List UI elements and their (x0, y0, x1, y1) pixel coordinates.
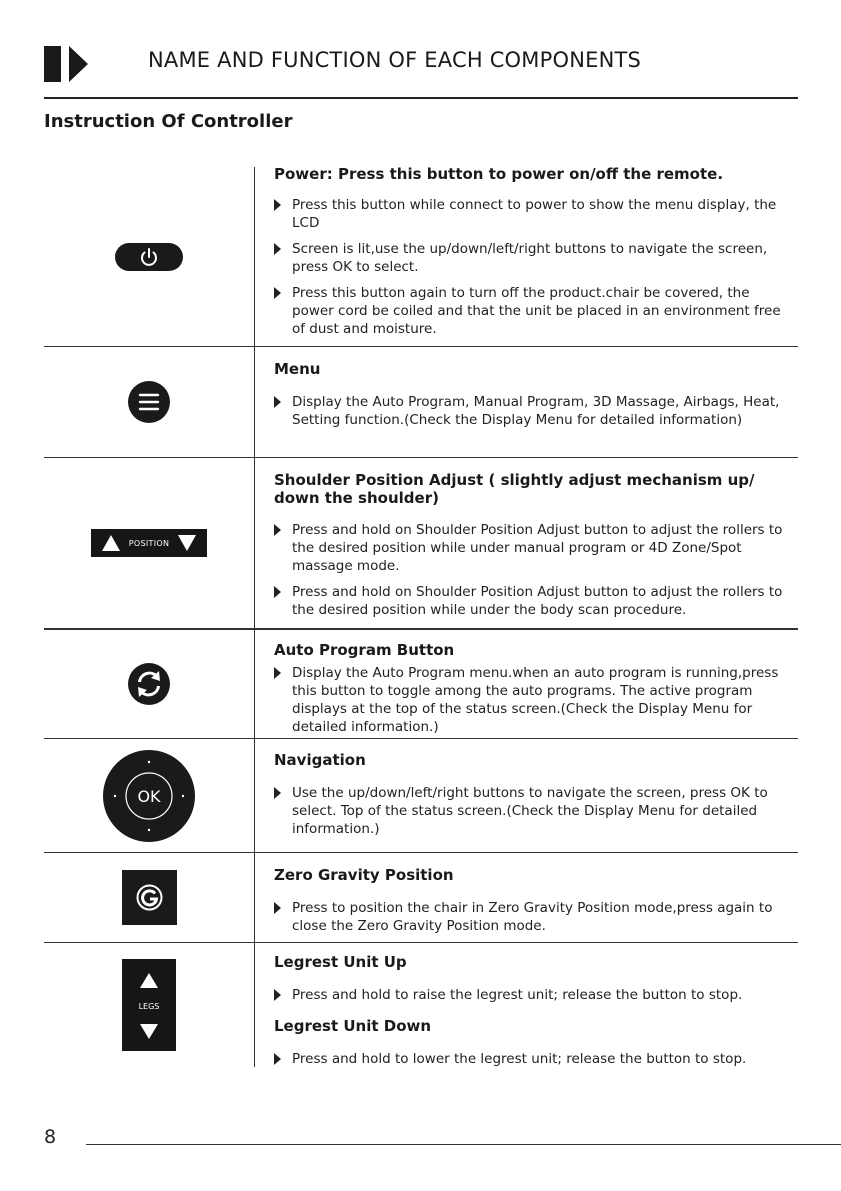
bullet-arrow-icon (274, 667, 281, 679)
bullet-text: Press this button while connect to power to show the menu display, the LCD (292, 197, 777, 231)
table-row-icon (44, 853, 254, 942)
position-adjust-icon (91, 529, 207, 557)
list-item (274, 521, 794, 575)
table-row-menu (274, 360, 794, 429)
row-heading: Auto Program Button (274, 641, 455, 659)
list-item (274, 240, 794, 276)
table-row-shoulder-position (274, 471, 794, 619)
bullet-text: Screen is lit,use the up/down/left/right buttons to navigate the screen, press OK to select. (292, 241, 768, 275)
bullet-arrow-icon (274, 396, 281, 408)
table-row-icon (44, 347, 254, 457)
menu-icon (128, 381, 170, 423)
bullet-text: Press to position the chair in Zero Gravity Position mode,press again to close the Zero Gravity Position mode. (292, 900, 773, 934)
list-item (274, 284, 794, 338)
bullet-text: Press and hold on Shoulder Position Adjust button to adjust the rollers to the desired position while under manual program or 4D Zone/Spot massage mode. (292, 522, 783, 574)
legrest-up-down-icon (122, 959, 176, 1051)
list-item (274, 393, 794, 429)
bullet-text: Display the Auto Program menu.when an auto program is running,press this button to toggle among the auto programs. The active program displays at the top of the status screen.(Check the Display Menu for detailed information.) (292, 665, 779, 735)
bullet-arrow-icon (274, 989, 281, 1001)
table-row-navigation (274, 751, 794, 838)
bullet-arrow-icon (274, 287, 281, 299)
bullet-arrow-icon (274, 1053, 281, 1065)
list-item (274, 583, 794, 619)
triangle-up-icon (101, 534, 121, 552)
legs-label: LEGS (138, 1001, 160, 1011)
table-row-icon (44, 739, 254, 852)
bullet-arrow-icon (274, 787, 281, 799)
list-item (274, 196, 794, 232)
table-row-power (274, 165, 794, 338)
row-heading: Navigation (274, 751, 366, 769)
list-item (274, 1050, 794, 1068)
table-row-legrest (274, 953, 794, 1068)
bullet-arrow-icon (274, 524, 281, 536)
power-icon (115, 243, 183, 271)
bullet-text: Press and hold to lower the legrest unit; release the button to stop. (292, 1051, 747, 1067)
zero-gravity-icon (122, 870, 177, 925)
list-item (274, 664, 794, 736)
row-heading: Zero Gravity Position (274, 866, 454, 884)
table-row-zero-gravity (274, 866, 794, 935)
table-row-auto-program (274, 641, 794, 736)
list-item (274, 899, 794, 935)
bullet-arrow-icon (274, 586, 281, 598)
table-column-divider (254, 167, 255, 1067)
bullet-text: Press and hold to raise the legrest unit; release the button to stop. (292, 987, 743, 1003)
table-row-icon (44, 630, 254, 738)
bullet-text: Display the Auto Program, Manual Program, 3D Massage, Airbags, Heat, Setting function.(Check the Display Menu for detailed information) (292, 394, 780, 428)
legrest-up-icon (140, 973, 158, 988)
legrest-down-icon (140, 1024, 158, 1039)
bullet-arrow-icon (274, 199, 281, 211)
ok-label: OK (137, 786, 161, 806)
list-item (274, 784, 794, 838)
footer-divider (86, 1144, 841, 1145)
list-item (274, 986, 794, 1004)
auto-program-cycle-icon (128, 663, 170, 705)
row-heading: Shoulder Position Adjust ( slightly adjust mechanism up/ down the shoulder) (274, 471, 755, 507)
page-number: 8 (44, 1126, 57, 1148)
page-title: NAME AND FUNCTION OF EACH COMPONENTS (148, 48, 642, 72)
bullet-text: Use the up/down/left/right buttons to navigate the screen, press OK to select. Top of the status screen.(Check the Display Menu for detailed information.) (292, 785, 768, 837)
row-heading: Power: Press this button to power on/off the remote. (274, 165, 724, 183)
header-divider (44, 97, 798, 99)
navigation-dial-icon (103, 750, 195, 842)
row-heading: Legrest Unit Up (274, 953, 407, 971)
section-marker-icon (44, 46, 90, 82)
triangle-down-icon (177, 534, 197, 552)
table-row-icon (44, 943, 254, 1067)
table-row-icon (44, 458, 254, 628)
row-heading: Legrest Unit Down (274, 1017, 432, 1035)
table-row-icon (44, 167, 254, 346)
bullet-arrow-icon (274, 902, 281, 914)
position-label: POSITION (128, 538, 170, 548)
row-heading: Menu (274, 360, 321, 378)
section-title: Instruction Of Controller (44, 111, 293, 132)
bullet-arrow-icon (274, 243, 281, 255)
bullet-text: Press this button again to turn off the product.chair be covered, the power cord be coiled and that the unit be placed in an environment free of dust and moisture. (292, 285, 781, 337)
bullet-text: Press and hold on Shoulder Position Adjust button to adjust the rollers to the desired position while under the body scan procedure. (292, 584, 783, 618)
